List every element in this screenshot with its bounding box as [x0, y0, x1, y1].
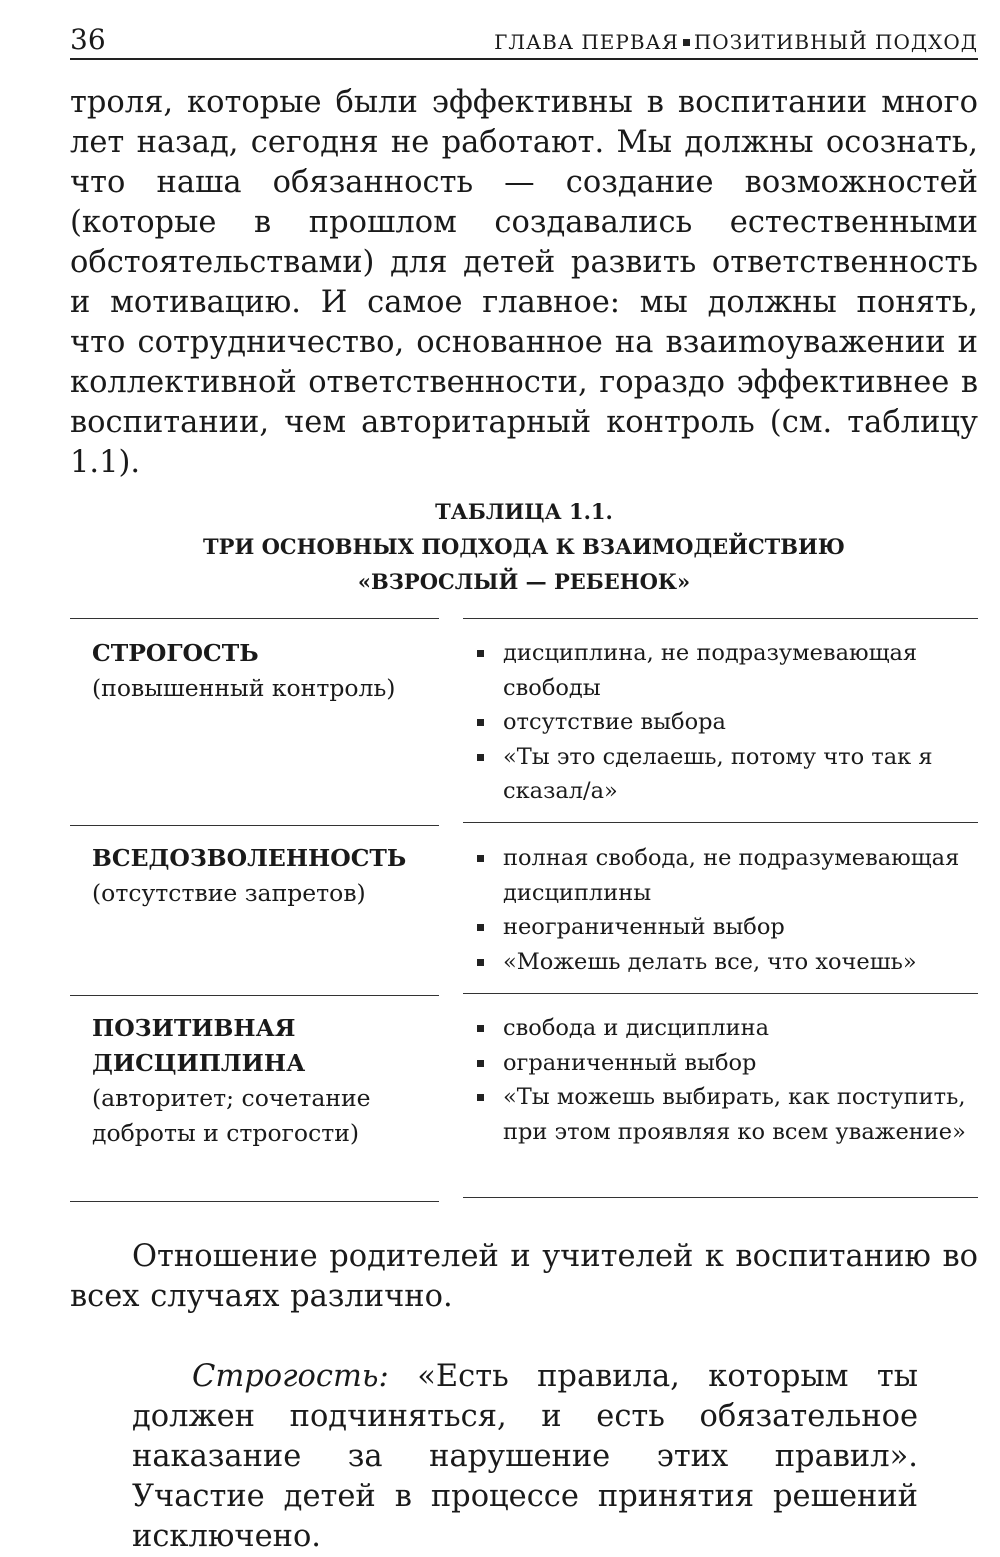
table-row-approach — [92, 1011, 432, 1151]
feature-item: свобода и дисциплина — [476, 1011, 976, 1046]
running-header — [70, 22, 978, 60]
approach-name: СТРОГОСТЬ — [92, 639, 259, 667]
table-rule — [70, 618, 439, 619]
feature-item: «Можешь делать все, что хочешь» — [476, 945, 976, 980]
chapter-title: ГЛАВА ПЕРВАЯ — [494, 30, 679, 54]
feature-item: ограниченный выбор — [476, 1046, 976, 1081]
page-number: 36 — [70, 23, 106, 56]
approach-note: (авторитет; сочетание доброты и строгости) — [92, 1084, 371, 1147]
approach-features — [476, 841, 976, 979]
after-table-paragraph: Отношение родителей и учителей к воспитанию во всех случаях различно. — [70, 1239, 978, 1314]
running-title — [494, 31, 978, 53]
table-title-line-1: ТРИ ОСНОВНЫХ ПОДХОДА К ВЗАИМОДЕЙСТВИЮ — [203, 534, 845, 559]
table-rule — [70, 995, 439, 996]
feature-item: отсутствие выбора — [476, 705, 976, 740]
feature-item: полная свобода, не подразумевающая дисциплины — [476, 841, 976, 910]
table-row-approach — [92, 636, 432, 706]
strictness-paragraph — [132, 1357, 918, 1557]
feature-item: дисциплина, не подразумевающая свободы — [476, 636, 976, 705]
approach-features — [476, 636, 976, 809]
strictness-term: Строгость: — [192, 1359, 389, 1394]
table-caption — [70, 494, 978, 599]
feature-item: неограниченный выбор — [476, 910, 976, 945]
table-rule — [463, 993, 978, 994]
table-rule — [70, 1201, 439, 1202]
table-rule — [463, 1197, 978, 1198]
intro-paragraph: троля, которые были эффективны в воспитании много лет назад, сегодня не работают. Мы должны осознать, что наша обязанность — создание возможностей (которые в прошлом создавались естественными обстоятельствами) для детей развить ответственность и мотивацию. И самое главное: мы должны понять, что сотрудничество, основанное на взаиmоуважении и коллективной ответственности, гораздо эффективнее в воспитании, чем авторитарный контроль (см. таблицу 1.1). — [70, 85, 978, 480]
table-rule — [463, 618, 978, 619]
table-title-line-2: «ВЗРОСЛЫЙ — РЕБЕНОК» — [357, 569, 691, 594]
strictness-text: «Есть правила, которым ты должен подчиняться, и есть обязательное наказание за нарушение этих правил». Участие детей в процессе принятия решений исключено. — [132, 1359, 918, 1554]
feature-item: «Ты можешь выбирать, как поступить, при этом проявляя ко всем уважение» — [476, 1080, 976, 1149]
approach-name: ПОЗИТИВНАЯ ДИСЦИПЛИНА — [92, 1014, 306, 1077]
separator-square-icon — [683, 39, 690, 46]
table-rule — [463, 822, 978, 823]
feature-item: «Ты это сделаешь, потому что так я сказал/а» — [476, 740, 976, 809]
approach-note: (отсутствие запретов) — [92, 879, 366, 907]
table-label: ТАБЛИЦА 1.1. — [435, 499, 613, 524]
approach-name: ВСЕДОЗВОЛЕННОСТЬ — [92, 844, 407, 872]
table-rule — [70, 825, 439, 826]
table-row-approach — [92, 841, 432, 911]
section-title: ПОЗИТИВНЫЙ ПОДХОД — [693, 30, 978, 54]
approach-note: (повышенный контроль) — [92, 674, 396, 702]
approach-features — [476, 1011, 976, 1149]
